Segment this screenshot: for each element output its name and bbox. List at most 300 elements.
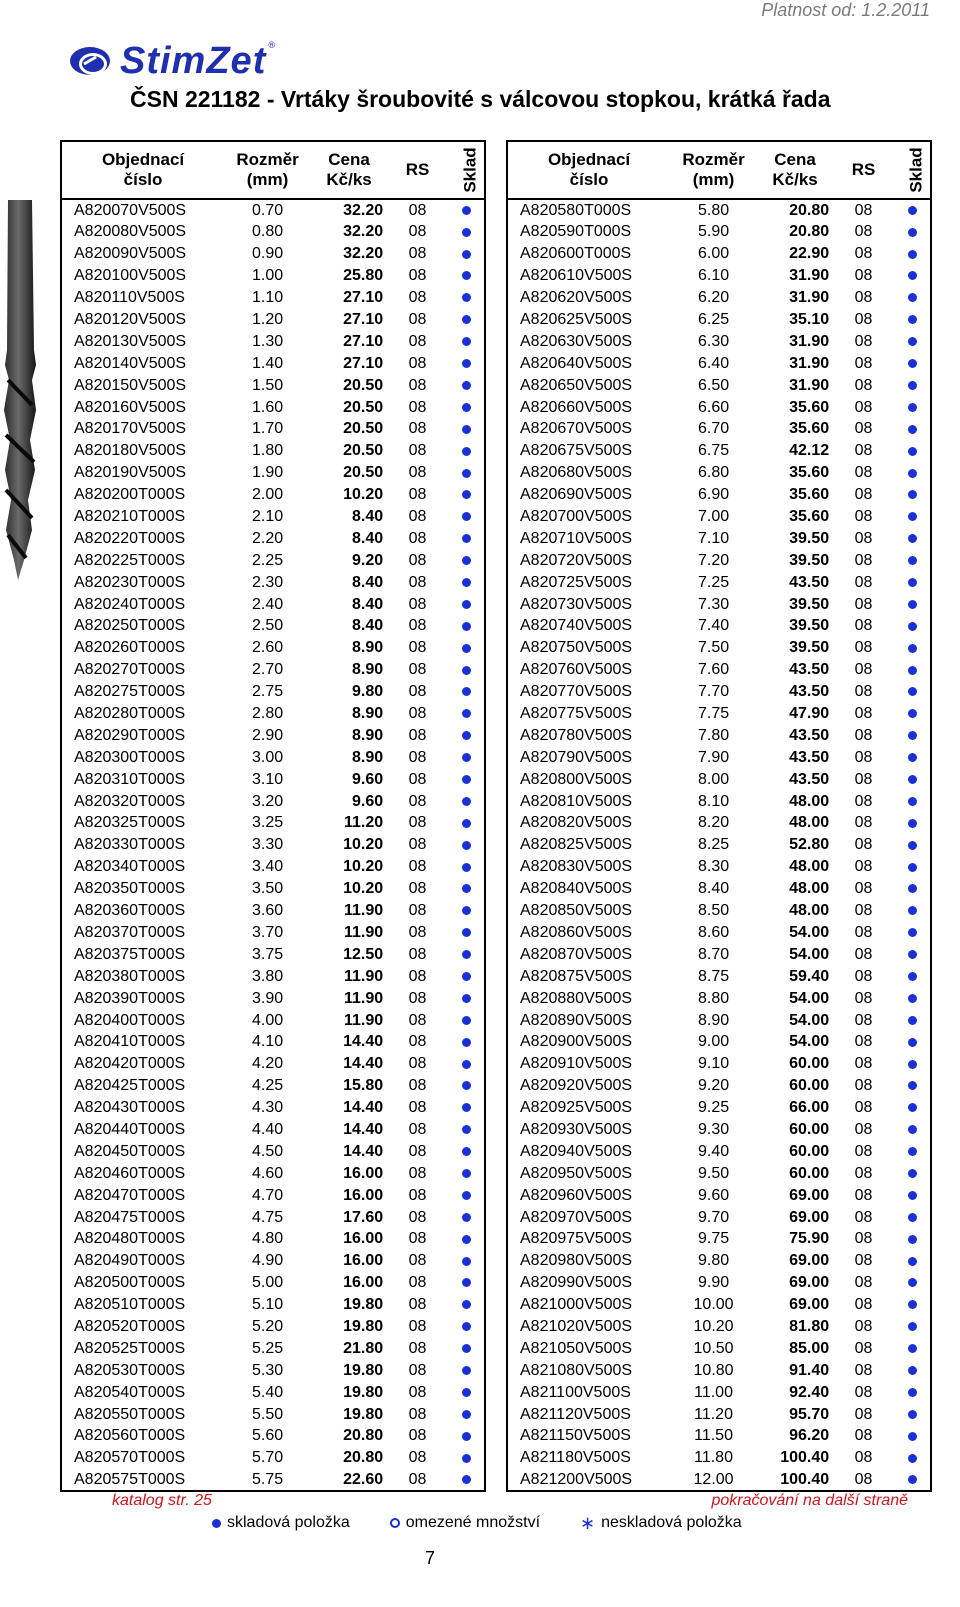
stock-dot-icon [908, 206, 917, 215]
size-cell: 7.70 [697, 683, 730, 701]
stock-dot-icon [908, 534, 917, 543]
table-row [507, 1316, 931, 1338]
table-row [61, 396, 485, 418]
stock-cell [894, 900, 931, 922]
stock-cell [448, 418, 485, 440]
rs-cell: 08 [408, 354, 427, 372]
price-cell: 32.20 [343, 223, 384, 241]
stock-dot-icon [462, 381, 471, 390]
price-cell: 8.90 [351, 726, 384, 744]
header-order-number: Objednací číslo [61, 141, 224, 199]
rs-cell: 08 [408, 1449, 427, 1467]
table-row [507, 768, 931, 790]
order-number-cell: A820580T000S [520, 202, 632, 219]
stock-cell [894, 287, 931, 309]
table-row [507, 374, 931, 396]
order-number-cell: A820425T000S [74, 1077, 186, 1095]
size-cell: 6.70 [697, 420, 730, 438]
stock-cell [448, 768, 485, 790]
stock-dot-icon [908, 775, 917, 784]
size-cell: 3.60 [251, 902, 284, 920]
stock-dot-icon [462, 1147, 471, 1156]
rs-cell: 08 [854, 683, 873, 701]
table-row [507, 746, 931, 768]
rs-cell: 08 [408, 1230, 427, 1248]
stock-dot-icon [462, 1060, 471, 1069]
stock-dot-icon [462, 490, 471, 499]
table-row [61, 987, 485, 1009]
order-number-cell: A821080V500S [520, 1361, 633, 1379]
order-number-cell: A820725V500S [520, 573, 633, 591]
stock-dot-icon [908, 490, 917, 499]
table-row [61, 768, 485, 790]
stock-dot-icon [908, 315, 917, 324]
stock-cell [448, 724, 485, 746]
stock-cell [894, 1294, 931, 1316]
stock-dot-icon [908, 731, 917, 740]
size-cell: 4.60 [251, 1164, 284, 1182]
stock-dot-icon [908, 1388, 917, 1397]
price-cell: 8.90 [351, 705, 384, 723]
order-number-cell: A820090V500S [74, 245, 187, 263]
order-number-cell: A820675V500S [520, 442, 633, 460]
order-number-cell: A820775V500S [520, 705, 633, 723]
size-cell: 2.75 [251, 683, 284, 701]
order-number-cell: A820375T000S [74, 945, 186, 963]
stock-dot-icon [462, 687, 471, 696]
stock-cell [448, 746, 485, 768]
table-row [507, 1250, 931, 1272]
stock-dot-icon [908, 884, 917, 893]
size-cell: 5.80 [697, 202, 730, 219]
table-row [61, 1009, 485, 1031]
table-row [61, 1359, 485, 1381]
stock-dot-icon [462, 578, 471, 587]
table-row [61, 1228, 485, 1250]
stock-dot-icon [462, 775, 471, 784]
size-cell: 7.00 [697, 508, 730, 526]
order-number-cell: A820780V500S [520, 726, 633, 744]
table-row [507, 527, 931, 549]
size-cell: 2.50 [251, 617, 284, 635]
stock-dot-icon [908, 600, 917, 609]
order-number-cell: A820380T000S [74, 967, 186, 985]
table-row [61, 374, 485, 396]
rs-cell: 08 [854, 1449, 873, 1467]
stock-cell [448, 1447, 485, 1469]
rs-cell: 08 [408, 1470, 427, 1488]
stock-dot-icon [908, 1125, 917, 1134]
rs-cell: 08 [854, 1252, 873, 1270]
rs-cell: 08 [854, 1427, 873, 1445]
price-cell: 27.10 [343, 289, 384, 307]
price-cell: 8.90 [351, 748, 384, 766]
table-row [507, 703, 931, 725]
table-row [61, 265, 485, 287]
stock-dot-icon [908, 1147, 917, 1156]
table-row [61, 703, 485, 725]
order-number-cell: A820560T000S [74, 1427, 186, 1445]
size-cell: 7.40 [697, 617, 730, 635]
price-cell: 31.90 [789, 354, 830, 372]
stock-cell [448, 1162, 485, 1184]
order-number-cell: A820590T000S [520, 223, 632, 241]
stock-cell [448, 965, 485, 987]
stock-dot-icon [462, 315, 471, 324]
catalog-page-note: katalog str. 25 [112, 1492, 212, 1509]
stock-cell [894, 330, 931, 352]
stock-dot-icon [908, 972, 917, 981]
price-cell: 20.50 [343, 464, 384, 482]
table-row [507, 549, 931, 571]
continued-note: pokračování na další straně [711, 1492, 908, 1509]
order-number-cell: A820640V500S [520, 354, 633, 372]
price-cell: 14.40 [343, 1099, 384, 1117]
price-cell: 8.90 [351, 661, 384, 679]
rs-cell: 08 [408, 464, 427, 482]
legend-limited-item [390, 1514, 540, 1532]
price-cell: 85.00 [789, 1339, 830, 1357]
rs-cell: 08 [854, 354, 873, 372]
size-cell: 2.20 [251, 529, 284, 547]
price-cell: 96.20 [789, 1427, 830, 1445]
size-cell: 1.00 [251, 267, 284, 285]
table-row [507, 1119, 931, 1141]
rs-cell: 08 [408, 1142, 427, 1160]
table-row [61, 549, 485, 571]
stock-dot-icon [462, 622, 471, 631]
price-cell: 8.40 [351, 573, 384, 591]
table-body-left [61, 199, 485, 1491]
rs-cell: 08 [854, 376, 873, 394]
price-cell: 8.40 [351, 529, 384, 547]
order-number-cell: A820200T000S [74, 486, 186, 504]
order-number-cell: A820600T000S [520, 245, 632, 263]
price-cell: 19.80 [343, 1383, 384, 1401]
order-number-cell: A820330T000S [74, 836, 186, 854]
stock-dot-icon [908, 1016, 917, 1025]
rs-cell: 08 [408, 617, 427, 635]
stock-dot-icon [908, 293, 917, 302]
stock-cell [894, 681, 931, 703]
table-row [507, 396, 931, 418]
order-number-cell: A821120V500S [520, 1405, 631, 1423]
order-number-cell: A820310T000S [74, 770, 186, 788]
order-number-cell: A820770V500S [520, 683, 633, 701]
stock-cell [894, 1162, 931, 1184]
size-cell: 9.50 [697, 1164, 730, 1182]
size-cell: 0.70 [251, 202, 284, 219]
page-title: ČSN 221182 - Vrtáky šroubovité s válcovou stopkou, krátká řada [130, 86, 831, 112]
order-number-cell: A820300T000S [74, 748, 186, 766]
stock-cell [448, 221, 485, 243]
order-number-cell: A820130V500S [74, 332, 187, 350]
order-number-cell: A820360T000S [74, 902, 186, 920]
table-row [61, 1425, 485, 1447]
stock-cell [894, 396, 931, 418]
stock-cell [894, 484, 931, 506]
legend-nonstock-label: neskladová položka [601, 1514, 742, 1531]
stock-cell [894, 1031, 931, 1053]
price-cell: 19.80 [343, 1361, 384, 1379]
price-cell: 31.90 [789, 332, 830, 350]
order-number-cell: A820390T000S [74, 989, 186, 1007]
table-row [507, 1184, 931, 1206]
size-cell: 4.30 [251, 1099, 284, 1117]
stock-dot-icon [212, 1519, 221, 1528]
stock-cell [448, 265, 485, 287]
price-cell: 91.40 [789, 1361, 830, 1379]
table-row [61, 812, 485, 834]
price-cell: 19.80 [343, 1317, 384, 1335]
order-number-cell: A820500T000S [74, 1274, 186, 1292]
table-row [507, 309, 931, 331]
stock-dot-icon [462, 906, 471, 915]
rs-cell: 08 [408, 792, 427, 810]
order-number-cell: A820850V500S [520, 902, 633, 920]
stock-cell [894, 768, 931, 790]
header-stock: Sklad [894, 141, 931, 199]
table-row [507, 1031, 931, 1053]
order-number-cell: A820160V500S [74, 398, 187, 416]
order-number-cell: A820410T000S [74, 1033, 186, 1051]
stock-cell [894, 418, 931, 440]
stock-cell [894, 1425, 931, 1447]
size-cell: 10.50 [693, 1339, 734, 1357]
rs-cell: 08 [854, 223, 873, 241]
table-row [507, 199, 931, 221]
size-cell: 5.40 [251, 1383, 284, 1401]
header-rs: RS [387, 141, 448, 199]
size-cell: 4.80 [251, 1230, 284, 1248]
order-number-cell: A820940V500S [520, 1142, 633, 1160]
table-row [61, 790, 485, 812]
stock-cell [894, 1337, 931, 1359]
stock-dot-icon [462, 293, 471, 302]
stock-dot-icon [908, 709, 917, 718]
price-cell: 60.00 [789, 1120, 830, 1138]
table-row [507, 1140, 931, 1162]
rs-cell: 08 [854, 464, 873, 482]
legend-nonstock-item [580, 1514, 742, 1532]
table-row [507, 330, 931, 352]
size-cell: 12.00 [693, 1470, 734, 1488]
price-cell: 9.80 [351, 683, 384, 701]
stock-dot-icon [908, 1366, 917, 1375]
rs-cell: 08 [854, 1142, 873, 1160]
stock-cell [894, 1140, 931, 1162]
size-cell: 1.90 [251, 464, 284, 482]
rs-cell: 08 [854, 1230, 873, 1248]
order-number-cell: A820490T000S [74, 1252, 186, 1270]
table-row [507, 965, 931, 987]
order-number-cell: A820825V500S [520, 836, 633, 854]
table-row [61, 834, 485, 856]
stock-dot-icon [908, 994, 917, 1003]
rs-cell: 08 [854, 770, 873, 788]
stock-cell [894, 943, 931, 965]
order-number-cell: A820370T000S [74, 923, 186, 941]
table-row [61, 1053, 485, 1075]
price-cell: 16.00 [343, 1274, 384, 1292]
size-cell: 9.40 [697, 1142, 730, 1160]
table-header-row [61, 141, 485, 199]
size-cell: 4.10 [251, 1033, 284, 1051]
price-cell: 60.00 [789, 1077, 830, 1095]
size-cell: 9.25 [697, 1099, 730, 1117]
table-row [61, 637, 485, 659]
table-body-right [507, 199, 931, 1491]
size-cell: 6.10 [697, 267, 730, 285]
stock-dot-icon [908, 250, 917, 259]
size-cell: 7.25 [697, 573, 730, 591]
table-row [61, 440, 485, 462]
stock-dot-icon [462, 359, 471, 368]
stock-dot-icon [462, 709, 471, 718]
table-row [507, 265, 931, 287]
table-row [507, 1097, 931, 1119]
price-cell: 32.20 [343, 245, 384, 263]
rs-cell: 08 [408, 1274, 427, 1292]
order-number-cell: A820540T000S [74, 1383, 186, 1401]
stock-cell [448, 1075, 485, 1097]
size-cell: 8.75 [697, 967, 730, 985]
stock-cell [894, 746, 931, 768]
stock-cell [894, 199, 931, 221]
price-cell: 95.70 [789, 1405, 830, 1423]
stock-dot-icon [462, 1235, 471, 1244]
price-cell: 48.00 [789, 792, 830, 810]
price-cell: 16.00 [343, 1164, 384, 1182]
stock-cell [894, 987, 931, 1009]
rs-cell: 08 [408, 923, 427, 941]
stock-cell [448, 1316, 485, 1338]
rs-cell: 08 [854, 595, 873, 613]
rs-cell: 08 [408, 1405, 427, 1423]
stock-dot-icon [462, 1191, 471, 1200]
rs-cell: 08 [408, 683, 427, 701]
stock-dot-icon [462, 1322, 471, 1331]
stock-dot-icon [462, 797, 471, 806]
stock-dot-icon [462, 1366, 471, 1375]
rs-cell: 08 [408, 245, 427, 263]
table-header-row [507, 141, 931, 199]
order-number-cell: A820450T000S [74, 1142, 186, 1160]
order-number-cell: A820510T000S [74, 1296, 186, 1314]
stock-cell [448, 1403, 485, 1425]
table-row [507, 440, 931, 462]
stock-dot-icon [908, 228, 917, 237]
order-number-cell: A821200V500S [520, 1470, 633, 1488]
price-cell: 31.90 [789, 267, 830, 285]
stock-dot-icon [462, 1016, 471, 1025]
price-cell: 11.90 [343, 989, 384, 1007]
stock-dot-icon [908, 1060, 917, 1069]
stock-dot-icon [462, 1081, 471, 1090]
stock-cell [894, 1228, 931, 1250]
stock-dot-icon [908, 425, 917, 434]
rs-cell: 08 [408, 748, 427, 766]
price-cell: 20.80 [789, 202, 830, 219]
rs-cell: 08 [408, 311, 427, 328]
stock-cell [448, 287, 485, 309]
logo-registered-mark: ® [268, 40, 275, 50]
legend-stock-label: skladová položka [227, 1514, 350, 1531]
rs-cell: 08 [408, 661, 427, 679]
table-row [61, 681, 485, 703]
size-cell: 9.20 [697, 1077, 730, 1095]
order-number-cell: A820720V500S [520, 551, 633, 569]
stock-cell [894, 724, 931, 746]
price-cell: 39.50 [789, 595, 830, 613]
size-cell: 8.10 [697, 792, 730, 810]
rs-cell: 08 [408, 858, 427, 876]
rs-cell: 08 [854, 1208, 873, 1226]
price-cell: 22.60 [343, 1470, 384, 1488]
price-cell: 39.50 [789, 529, 830, 547]
price-cell: 10.20 [343, 836, 384, 854]
table-row [61, 1162, 485, 1184]
stock-dot-icon [462, 228, 471, 237]
rs-cell: 08 [408, 1296, 427, 1314]
stock-cell [448, 1272, 485, 1294]
table-row [61, 1469, 485, 1491]
price-cell: 14.40 [343, 1033, 384, 1051]
table-row [507, 878, 931, 900]
order-number-cell: A820800V500S [520, 770, 633, 788]
table-row [61, 900, 485, 922]
size-cell: 1.40 [251, 354, 284, 372]
order-number-cell: A820525T000S [74, 1339, 186, 1357]
rs-cell: 08 [854, 858, 873, 876]
table-row [507, 724, 931, 746]
order-number-cell: A821150V500S [520, 1427, 631, 1445]
size-cell: 5.10 [251, 1296, 284, 1314]
stock-cell [448, 571, 485, 593]
order-number-cell: A820530T000S [74, 1361, 186, 1379]
table-row [61, 922, 485, 944]
size-cell: 3.75 [251, 945, 284, 963]
stock-dot-icon [908, 556, 917, 565]
size-cell: 5.90 [697, 223, 730, 241]
order-number-cell: A820890V500S [520, 1011, 633, 1029]
price-cell: 20.50 [343, 376, 384, 394]
stock-dot-icon [908, 1475, 917, 1484]
size-cell: 2.00 [251, 486, 284, 504]
stock-cell [894, 965, 931, 987]
order-number-cell: A820790V500S [520, 748, 633, 766]
price-cell: 54.00 [789, 923, 830, 941]
size-cell: 11.80 [694, 1449, 733, 1467]
header-size: Rozměr (mm) [224, 141, 311, 199]
stock-cell [448, 681, 485, 703]
stock-cell [894, 1381, 931, 1403]
stock-cell [894, 1447, 931, 1469]
table-row [507, 659, 931, 681]
size-cell: 9.70 [697, 1208, 730, 1226]
stock-dot-icon [462, 600, 471, 609]
stock-cell [448, 1294, 485, 1316]
price-cell: 92.40 [789, 1383, 830, 1401]
table-row [507, 1272, 931, 1294]
price-cell: 100.40 [780, 1449, 830, 1467]
rs-cell: 08 [854, 1120, 873, 1138]
table-row [61, 199, 485, 221]
stock-cell [894, 265, 931, 287]
size-cell: 4.50 [251, 1142, 284, 1160]
size-cell: 1.60 [251, 398, 284, 416]
rs-cell: 08 [408, 945, 427, 963]
